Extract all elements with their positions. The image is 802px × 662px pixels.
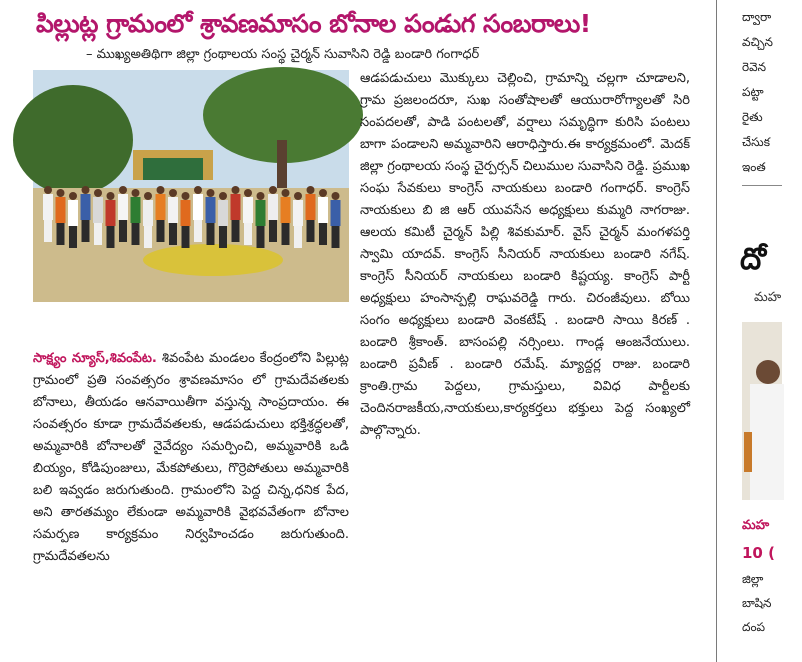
adjacent-line: వచ్చిన (742, 35, 773, 49)
person-head (269, 186, 277, 194)
person-body (43, 194, 53, 220)
person-legs (94, 223, 102, 245)
person-body (118, 194, 128, 220)
person-legs (157, 220, 165, 242)
article-body-mid (360, 68, 690, 658)
adjacent-photo-illustration (742, 322, 782, 500)
person-head (257, 192, 265, 200)
person-head (119, 186, 127, 194)
person-legs (182, 226, 190, 248)
person-legs (332, 226, 340, 248)
person-body (306, 194, 316, 220)
adjacent-line: రైతు (742, 110, 763, 124)
person-legs (244, 223, 252, 245)
person-legs (82, 220, 90, 242)
person-body (293, 200, 303, 226)
person-body (131, 197, 141, 223)
person-body (56, 197, 66, 223)
person-body (93, 197, 103, 223)
adjacent-line: ఇంత (742, 160, 766, 174)
adjacent-subheading: మహ (754, 290, 782, 305)
person-body (318, 197, 328, 223)
adjacent-article (722, 0, 782, 662)
person-body (243, 197, 253, 223)
person-body (231, 194, 241, 220)
person-body (106, 200, 116, 226)
group-photo-illustration (33, 70, 349, 302)
person-legs (319, 223, 327, 245)
person-legs (294, 226, 302, 248)
person-head (219, 192, 227, 200)
article-dateline: సాక్ష్యం న్యూస్,శివంపేట. (33, 351, 157, 366)
adjacent-photo (742, 322, 782, 500)
adjacent-line: బాషిన (742, 596, 772, 610)
person-head (244, 189, 252, 197)
person-legs (132, 223, 140, 245)
person-head (332, 192, 340, 200)
article-body-left (33, 348, 349, 658)
person-legs (194, 220, 202, 242)
person-body (68, 200, 78, 226)
person-head (169, 189, 177, 197)
person-head (207, 189, 215, 197)
adjacent-heading: దో (740, 242, 767, 277)
adjacent-divider (742, 185, 782, 186)
person-head (57, 189, 65, 197)
adjacent-line: జిల్లా (742, 572, 764, 586)
person-body (268, 194, 278, 220)
article-body-left-text: శివంపేట మండలం కేంద్రంలోని పిల్లుట్ల గ్రామంలో ప్రతి సంవత్సరం శ్రావణమాసం లో గ్రామదేవతలకు బోనాలు, తీయడం ఆనవాయితీగా వస్తున్న సాంప్రదాయం. ఈ సంవత్సరం కూడా గ్రామదేవతలకు, ఆడపడుచులు భక్తిశ్రద్ధలతో, అమ్మవారికి బోనాలతో నైవేద్యం సమర్పించి, అమ్మవారికి ఒడి బియ్యం, కోడిపుంజులు, మేకపోతులు, గొర్రెపోతులు అమ్మవారికి బలి ఇవ్వడం జరుగుతుంది. గ్రామంలోని పెద్ద చిన్న,ధనిక పేద, అని తారతమ్యం లేకుండా అమ్మవారికి వైభవవేతంగా బోనాల సమర్పణ కార్యక్రమం నిర్వహించడం జరుగుతుంది. గ్రామదేవతలను (33, 351, 349, 564)
article-subheadline: – ముఖ్యఅతిథిగా జిల్లా గ్రంథాలయ సంస్థ చైర్మన్ సువాసిని రెడ్డి బండారి గంగాధర్ (86, 47, 480, 62)
article-photo (33, 70, 349, 302)
person-head (194, 186, 202, 194)
person-head (107, 192, 115, 200)
person-legs (57, 223, 65, 245)
person-body (218, 200, 228, 226)
person-legs (44, 220, 52, 242)
person-body (156, 194, 166, 220)
person-legs (232, 220, 240, 242)
person-legs (144, 226, 152, 248)
person-head (144, 192, 152, 200)
person-body (331, 200, 341, 226)
person-body (181, 200, 191, 226)
person-body (281, 197, 291, 223)
article-body-mid-text: ఆడపడుచులు మొక్కులు చెల్లించి, గ్రామాన్ని చల్లగా చూడాలని, గ్రామ ప్రజలందరూ, సుఖ సంతోషాలతో ఆయురారోగ్యాలతో సిరి సంపదలతో, పాడి పంటలతో, వర్షాలు సమృద్ధిగా కురిసి పంటలు బాగా పండాలని అమ్మవారిని ఆరాధిస్తారు.ఈ కార్యక్రమంలో. మెదక్ జిల్లా గ్రంథాలయ సంస్థ చైర్పర్సన్ చిలుముల సువాసిని రెడ్డి. ప్రముఖ సంఘ సేవకులు కాంగ్రెస్ నాయకులు బండారి గంగాధర్. కాంగ్రెస్ నాయకులు బి జి ఆర్ యువసేన అధ్యక్షులు కుమ్మరి నాగరాజు. ఆలయ కమిటీ చైర్మన్ పిల్లి శివకుమార్. వైస్ చైర్మన్ మంగళపర్తి స్వామి యాదవ్. కాంగ్రెస్ సీనియర్ నాయకులు బండారి నగేష్. కాంగ్రెస్ సీనియర్ నాయకులు బండారి కిష్టయ్య. కాంగ్రెస్ పార్టీ అధ్యక్షులు హంసాన్పల్లి రాఘవరెడ్డి గారు. చిరంజీవులు. బోయి సంగం అధ్యక్షులు బండారి వెంకటేష్ . బండారి సాయి కిరణ్ . బండారి శ్రీకాంత్. బాసంపల్లి నర్సింలు. గాండ్ల ఆంజనేయులు. బండారి ప్రవీణ్ . బండారి రమేష్. మ్యాద్దర్ల రాజు. బండారి క్రాంతి.గ్రామ పెద్దలు, గ్రామస్తులు, వివిధ పార్టీలకు చెందినరాజకీయ,నాయకులు,కార్యకర్తలు భక్తులు పెద్ద సంఖ్యలో పాల్గొన్నారు. (360, 71, 690, 438)
person-legs (219, 226, 227, 248)
person-head (94, 189, 102, 197)
adjacent-caption-1: మహ (742, 518, 770, 533)
person-body (168, 197, 178, 223)
person-head (307, 186, 315, 194)
person-legs (269, 220, 277, 242)
column-divider (716, 0, 717, 662)
adjacent-line: ద్వారా (742, 10, 772, 24)
person-legs (257, 226, 265, 248)
person-body (256, 200, 266, 226)
person-head (157, 186, 165, 194)
adjacent-line: పట్టా (742, 85, 764, 99)
person-legs (119, 220, 127, 242)
person-head (319, 189, 327, 197)
person-body (206, 197, 216, 223)
person-head (132, 189, 140, 197)
person-legs (207, 223, 215, 245)
person-legs (282, 223, 290, 245)
person-legs (107, 226, 115, 248)
person-head (182, 192, 190, 200)
person-head (44, 186, 52, 194)
person-legs (307, 220, 315, 242)
person-head (69, 192, 77, 200)
person-head (232, 186, 240, 194)
person-body (143, 200, 153, 226)
adjacent-line: రెవెన (742, 60, 767, 74)
person-legs (169, 223, 177, 245)
person-body (81, 194, 91, 220)
person-head (294, 192, 302, 200)
article-headline: పిల్లుట్ల గ్రామంలో శ్రావణమాసం బోనాల పండుగ సంబరాలు! (36, 9, 591, 38)
adjacent-caption-2: 10 ( (742, 544, 775, 562)
person-head (82, 186, 90, 194)
adjacent-line: దంప (742, 620, 766, 634)
person-legs (69, 226, 77, 248)
person-head (282, 189, 290, 197)
adjacent-line: చేసుక (742, 135, 770, 149)
person-body (193, 194, 203, 220)
